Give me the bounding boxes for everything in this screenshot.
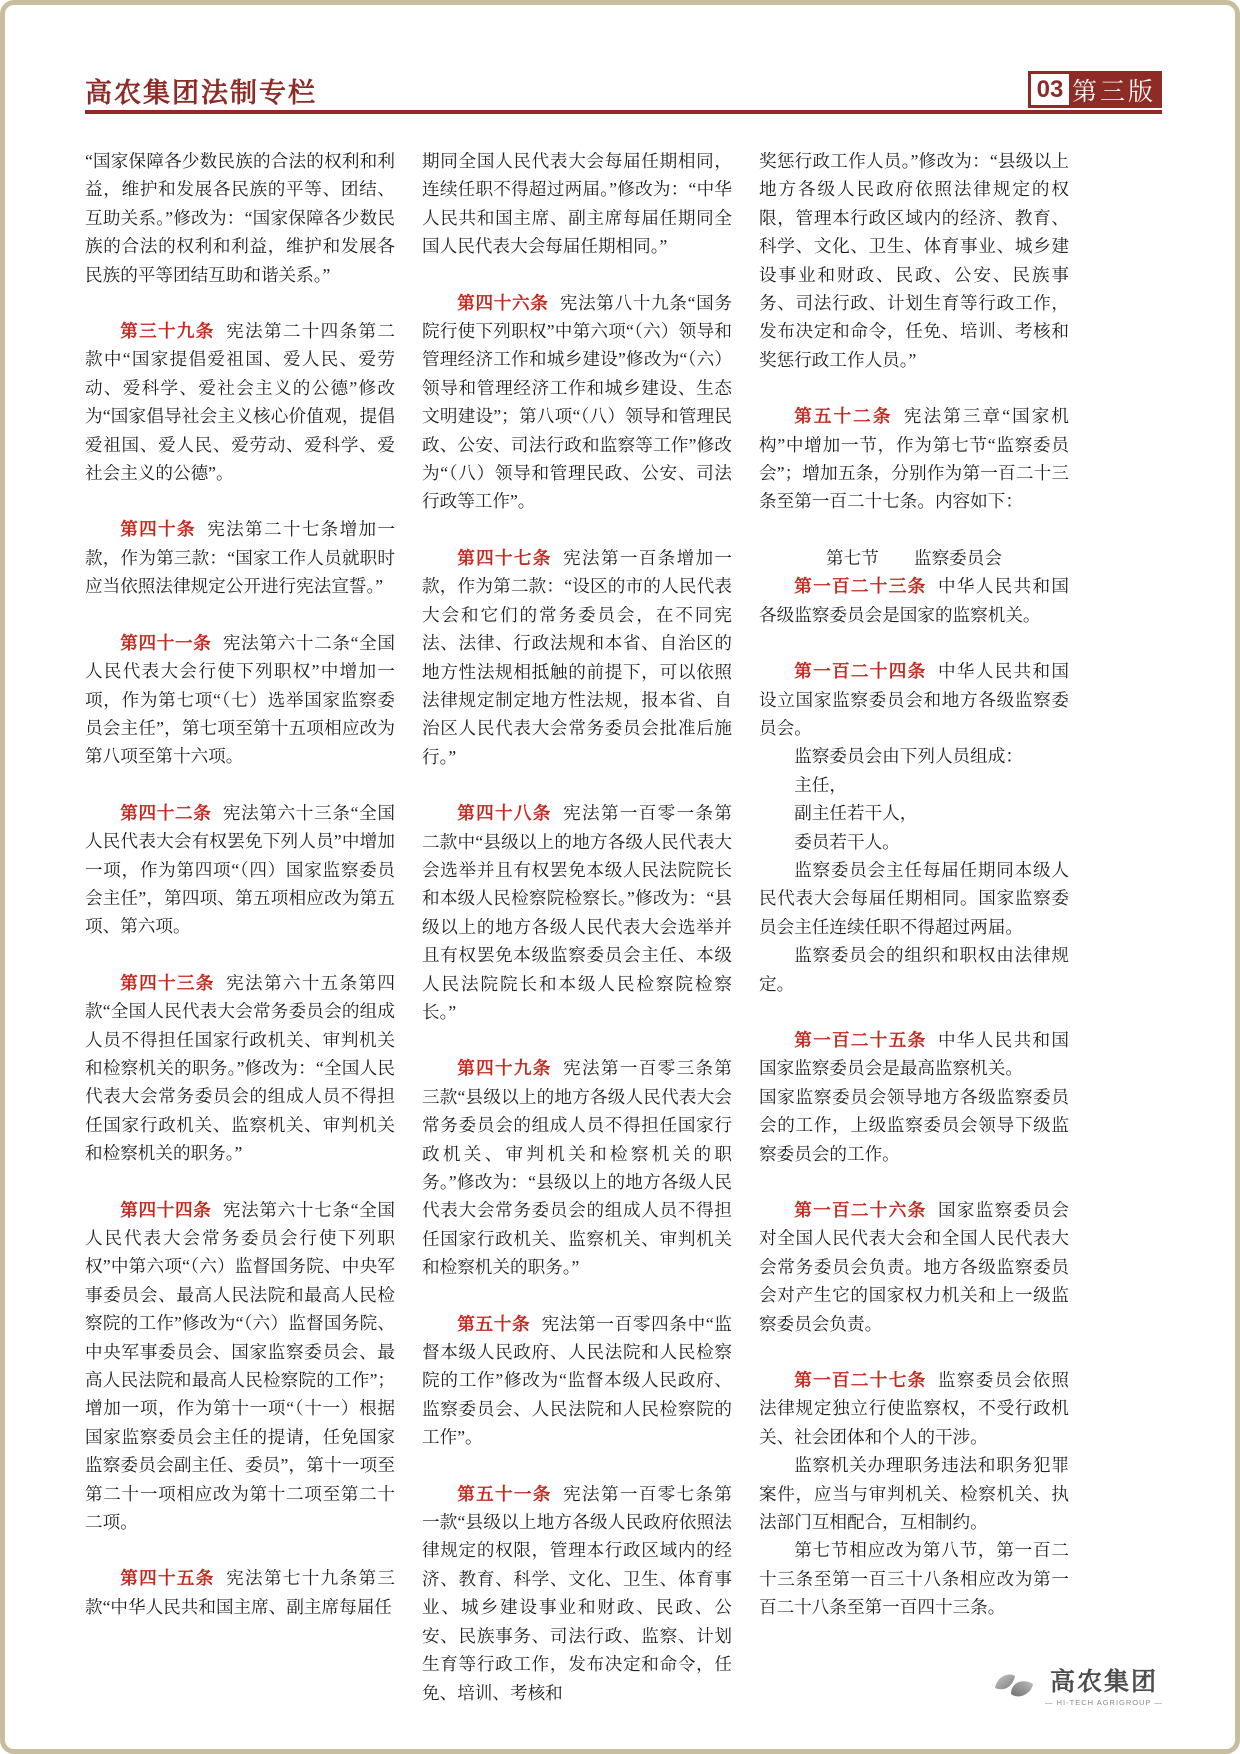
article-paragraph: 第五十条 宪法第一百零四条中“监督本级人民政府、人民法院和人民检察院的工作”修改为“监督本级人民政府、监察委员会、人民法院和人民检察院的工作”。 <box>422 1313 732 1448</box>
article-paragraph: 第四十条 宪法第二十七条增加一款，作为第三款：“国家工作人员就职时应当依照法律规定公开进行宪法宣誓。” <box>85 519 395 597</box>
article-number: 第四十七条 <box>457 547 552 568</box>
article-paragraph: 第四十四条 宪法第六十七条“全国人民代表大会常务委员会行使下列职权”中第六项“（六）监督国务院、中央军事委员会、最高人民法院和最高人民检察院的工作”修改为“（六）监督国务院、中央军事委员会、国家监察委员会、最高人民法院和最高人民检察院的工作”；增加一项，作为第十一项“（十一）根据国家监察委员会主任的提请，任免国家监察委员会副主任、委员”，第十一项至第二十一项相应改为第十二项至第二十二项。 <box>85 1199 395 1533</box>
section-heading: 第七节 监察委员会 <box>826 547 1002 568</box>
article-number: 第四十九条 <box>457 1058 552 1079</box>
article-number: 第一百二十四条 <box>794 661 927 682</box>
logo-text <box>1045 1670 1163 1707</box>
article-paragraph: 第四十六条 宪法第八十九条“国务院行使下列职权”中第六项“（六）领导和管理经济工作和城乡建设”修改为“（六）领导和管理经济工作和城乡建设、生态文明建设”；第八项“（八）领导和管理民政、公安、司法行政和监察等工作”修改为“（八）领导和管理民政、公安、司法行政等工作”。 <box>422 292 732 512</box>
column-1 <box>85 147 395 1707</box>
paragraph: 第七节相应改为第八节，第一百二十三条至第一百三十八条相应改为第一百二十八条至第一百四十三条。 <box>759 1540 1069 1618</box>
page-number: 03 <box>1031 74 1069 105</box>
paragraph: 监察机关办理职务违法和职务犯罪案件，应当与审判机关、检察机关、执法部门互相配合，互相制约。 <box>759 1455 1069 1533</box>
article-paragraph: 第四十七条 宪法第一百条增加一款，作为第二款：“设区的市的人民代表大会和它们的常务委员会，在不同宪法、法律、行政法规和本省、自治区的地方性法规相抵触的前提下，可以依照法律规定制定地方性法规，报本省、自治区人民代表大会常务委员会批准后施行。” <box>422 547 732 767</box>
paragraph: 奖惩行政工作人员。”修改为：“县级以上地方各级人民政府依照法律规定的权限，管理本行政区域内的经济、教育、科学、文化、卫生、体育事业、城乡建设事业和财政、民政、公安、民族事务、司法行政、计划生育等行政工作，发布决定和命令，任免、培训、考核和奖惩行政工作人员。” <box>759 151 1069 370</box>
logo-english-tagline: — HI-TECH AGRIGROUP — <box>1045 1698 1163 1707</box>
article-number: 第五十条 <box>457 1313 531 1334</box>
article-number: 第四十八条 <box>457 803 552 824</box>
article-paragraph: 第四十二条 宪法第六十三条“全国人民代表大会有权罢免下列人员”中增加一项，作为第四项“（四）国家监察委员会主任”，第四项、第五项相应改为第五项、第六项。 <box>85 802 395 937</box>
article-number: 第四十五条 <box>120 1568 215 1589</box>
article-number: 第五十二条 <box>794 406 893 427</box>
article-paragraph: 第一百二十七条 监察委员会依照法律规定独立行使监察权，不受行政机关、社会团体和个人的干涉。 <box>759 1370 1069 1447</box>
paragraph: 监察委员会的组织和职权由法律规定。 <box>759 945 1069 994</box>
article-paragraph: 第四十九条 宪法第一百零三条第三款“县级以上的地方各级人民代表大会常务委员会的组成人员不得担任国家行政机关、审判机关和检察机关的职务。”修改为：“县级以上的地方各级人民代表大会常务委员会的组成人员不得担任国家行政机关、监察机关、审判机关和检察机关的职务。” <box>422 1058 732 1278</box>
article-number: 第四十三条 <box>120 972 215 993</box>
article-columns <box>85 147 1069 1707</box>
article-number: 第三十九条 <box>120 321 215 342</box>
article-number: 第五十一条 <box>457 1483 552 1504</box>
page-title: 高农集团法制专栏 <box>85 78 317 108</box>
article-paragraph: 第一百二十三条 中华人民共和国各级监察委员会是国家的监察机关。 <box>759 576 1069 625</box>
paragraph: 国家监察委员会领导地方各级监察委员会的工作，上级监察委员会领导下级监察委员会的工作。 <box>759 1086 1069 1164</box>
article-number: 第一百二十六条 <box>794 1200 927 1220</box>
article-number: 第一百二十五条 <box>794 1029 927 1050</box>
paragraph: 主任， <box>794 774 847 795</box>
article-number: 第一百二十三条 <box>794 576 927 597</box>
column-3 <box>759 147 1069 1707</box>
paragraph: 委员若干人。 <box>794 831 900 852</box>
paragraph: 监察委员会由下列人员组成： <box>794 746 1023 767</box>
column-2 <box>422 147 732 1707</box>
article-paragraph: 第三十九条 宪法第二十四条第二款中“国家提倡爱祖国、爱人民、爱劳动、爱科学、爱社会主义的公德”修改为“国家倡导社会主义核心价值观，提倡爱祖国、爱人民、爱劳动、爱科学、爱社会主义的公德”。 <box>85 321 395 484</box>
paragraph: 副主任若干人， <box>794 803 918 824</box>
publisher-logo <box>993 1668 1163 1709</box>
article-paragraph: 第四十一条 宪法第六十二条“全国人民代表大会行使下列职权”中增加一项，作为第七项“（七）选举国家监察委员会主任”，第七项至第十五项相应改为第八项至第十六项。 <box>85 632 395 767</box>
article-number: 第四十一条 <box>120 632 212 653</box>
article-paragraph: 第四十五条 宪法第七十九条第三款“中华人民共和国主席、副主席每届任 <box>85 1568 395 1617</box>
article-paragraph: 第一百二十六条 国家监察委员会对全国人民代表大会和全国人民代表大会常务委员会负责。地方各级监察委员会对产生它的国家权力机关和上一级监察委员会负责。 <box>759 1200 1069 1334</box>
leaf-icon <box>993 1668 1037 1709</box>
article-paragraph: 第四十三条 宪法第六十五条第四款“全国人民代表大会常务委员会的组成人员不得担任国家行政机关、审判机关和检察机关的职务。”修改为：“全国人民代表大会常务委员会的组成人员不得担任国家行政机关、监察机关、审判机关和检察机关的职务。” <box>85 972 395 1164</box>
article-number: 第一百二十七条 <box>794 1370 927 1391</box>
edition-label: 第三版 <box>1071 78 1156 106</box>
article-paragraph: 第五十二条 宪法第三章“国家机构”中增加一节，作为第七节“监察委员会”；增加五条，分别作为第一百二十三条至第一百二十七条。内容如下： <box>759 406 1069 512</box>
article-paragraph: 第五十一条 宪法第一百零七条第一款“县级以上地方各级人民政府依照法律规定的权限，管理本行政区域内的经济、教育、科学、文化、卫生、体育事业、城乡建设事业和财政、民政、公安、民族事务、司法行政、监察、计划生育等行政工作，发布决定和命令，任免、培训、考核和 <box>422 1483 732 1703</box>
logo-chinese-name: 高农集团 <box>1050 1668 1159 1696</box>
paragraph: 期同全国人民代表大会每届任期相同，连续任职不得超过两届。”修改为：“中华人民共和国主席、副主席每届任期同全国人民代表大会每届任期相同。” <box>422 151 732 257</box>
masthead-rule <box>85 110 1162 114</box>
edition-badge <box>1028 71 1162 108</box>
article-paragraph: 第四十八条 宪法第一百零一条第二款中“县级以上的地方各级人民代表大会选举并且有权罢免本级人民法院院长和本级人民检察院检察长。”修改为：“县级以上的地方各级人民代表大会选举并且有权罢免本级监察委员会主任、本级人民法院院长和本级人民检察院检察长。” <box>422 803 732 1022</box>
article-paragraph: 第一百二十五条 中华人民共和国国家监察委员会是最高监察机关。 <box>759 1029 1069 1079</box>
article-number: 第四十四条 <box>120 1199 212 1220</box>
article-number: 第四十条 <box>120 519 196 540</box>
paragraph: “国家保障各少数民族的合法的权利和利益，维护和发展各民族的平等、团结、互助关系。”修改为：“国家保障各少数民族的合法的权利和利益，维护和发展各民族的平等团结互助和谐关系。” <box>85 151 395 285</box>
article-number: 第四十六条 <box>457 292 549 313</box>
article-paragraph: 第一百二十四条 中华人民共和国设立国家监察委员会和地方各级监察委员会。 <box>759 661 1069 738</box>
paragraph: 监察委员会主任每届任期同本级人民代表大会每届任期相同。国家监察委员会主任连续任职不得超过两届。 <box>759 859 1069 937</box>
article-number: 第四十二条 <box>120 802 212 823</box>
